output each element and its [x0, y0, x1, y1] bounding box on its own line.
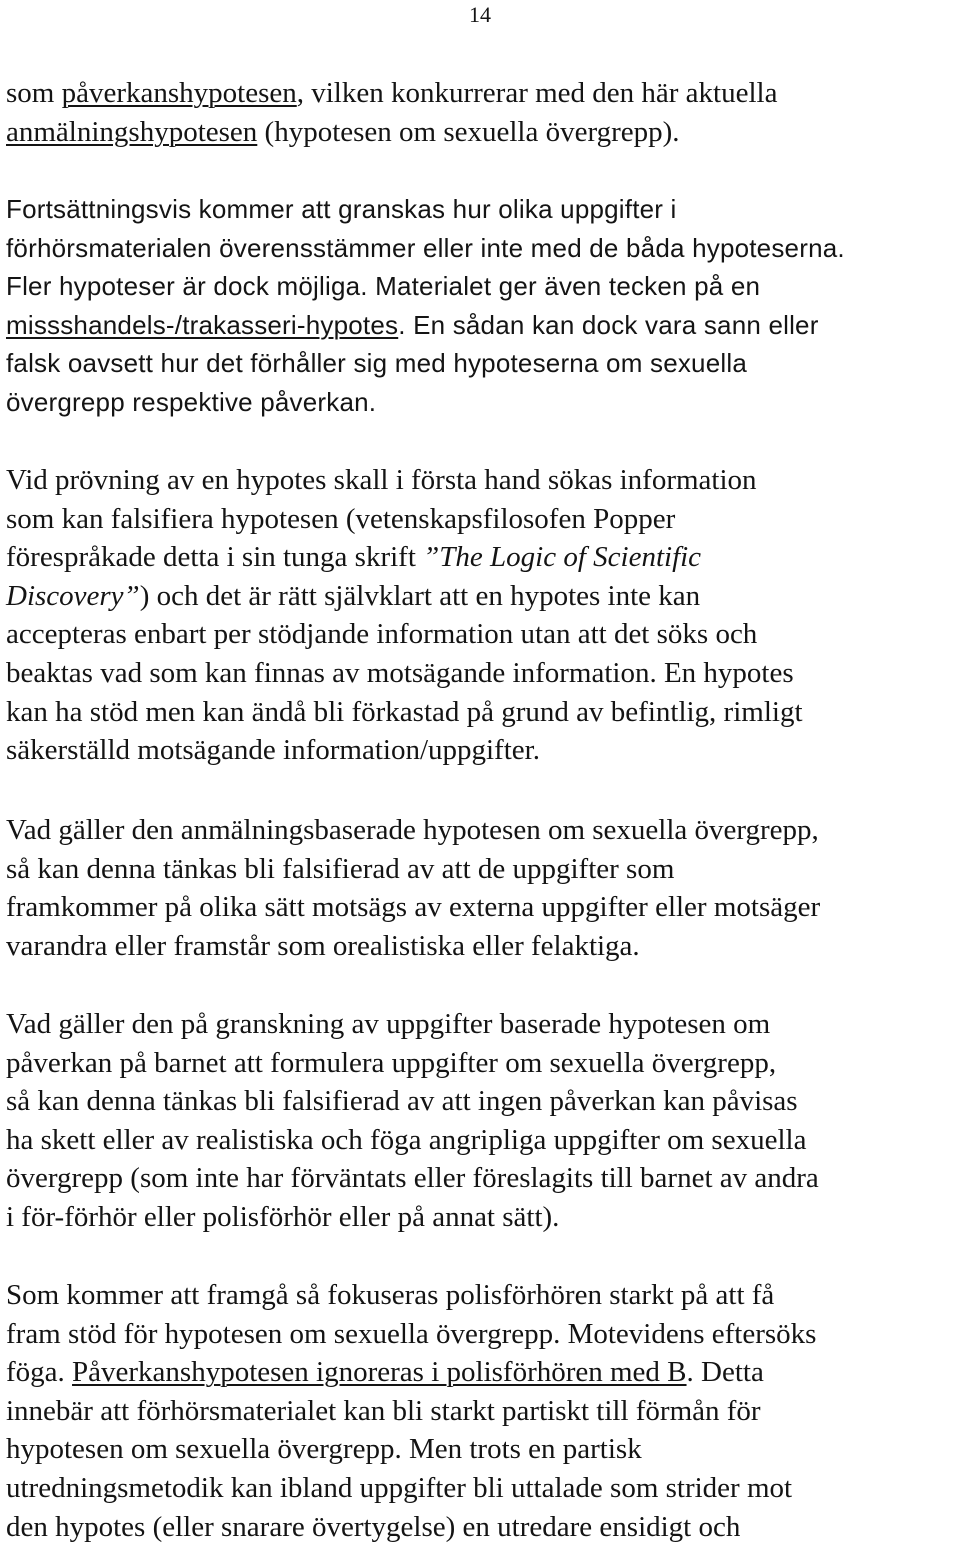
text-line [6, 113, 960, 152]
book-title-italic: Discovery” [6, 579, 140, 612]
text-line: varandra eller framstår som orealistiska eller felaktiga. [6, 929, 640, 962]
book-title-italic: ”The Logic of Scientific [423, 541, 702, 574]
underlined-term-paverkanshypotesen: påverkanshypotesen [61, 77, 297, 109]
text-line: Fler hypoteser är dock möjliga. Materialet ger även tecken på en [6, 271, 761, 302]
text-run: ) och det är rätt självklart att en hypotes inte kan [139, 579, 701, 612]
text-line: beaktas vad som kan finnas av motsägande information. En hypotes [6, 656, 794, 689]
text-line: förhörsmaterialen överensstämmer eller inte med de båda hypoteserna. [6, 232, 845, 263]
text-run: föga. [6, 1356, 73, 1389]
text-line: den hypotes (eller snarare övertygelse) en utredare ensidigt och [6, 1510, 741, 1543]
text-line: innebär att förhörsmaterialet kan bli starkt partiskt till förmån för [6, 1394, 761, 1427]
text-line: Vid prövning av en hypotes skall i första hand sökas information [6, 464, 757, 496]
text-line: övergrepp respektive påverkan. [6, 386, 377, 417]
text-line: påverkan på barnet att formulera uppgifter om sexuella övergrepp, [6, 1046, 777, 1079]
text-line: framkommer på olika sätt motsägs av externa uppgifter eller motsäger [6, 891, 821, 924]
text-line: fram stöd för hypotesen om sexuella övergrepp. Motevidens eftersöks [6, 1317, 817, 1350]
text-run: . En sådan kan dock vara sann eller [398, 309, 819, 340]
text-line: Fortsättningsvis kommer att granskas hur olika uppgifter i [6, 194, 677, 224]
text-line: falsk oavsett hur det förhåller sig med hypoteserna om sexuella [6, 348, 747, 379]
text-run: som [6, 77, 62, 109]
text-line [6, 538, 960, 577]
paragraph-4 [6, 811, 960, 965]
text-line: ha skett eller av realistiska och föga angripliga uppgifter om sexuella [6, 1123, 807, 1156]
underlined-term-misshandels-hypotes: missshandels-/trakasseri-hypotes [6, 309, 399, 340]
text-line: så kan denna tänkas bli falsifierad av att ingen påverkan kan påvisas [6, 1085, 798, 1118]
text-line: kan ha stöd men kan ändå bli förkastad på grund av befintlig, rimligt [6, 695, 803, 728]
paragraph-2 [6, 190, 960, 422]
text-line: Vad gäller den anmälningsbaserade hypotesen om sexuella övergrepp, [6, 814, 819, 846]
text-line: så kan denna tänkas bli falsifierad av att de uppgifter som [6, 852, 675, 885]
text-line: Vad gäller den på granskning av uppgifter baserade hypotesen om [6, 1008, 771, 1040]
page-number: 14 [469, 2, 491, 27]
text-run: förespråkade detta i sin tunga skrift [6, 541, 424, 574]
underlined-statement: Påverkanshypotesen ignoreras i polisförhören med B [72, 1356, 687, 1389]
text-line: övergrepp (som inte har förväntats eller föreslagits till barnet av andra [6, 1162, 819, 1195]
paragraph-1 [6, 74, 960, 151]
text-line: säkerställd motsägande information/uppgifter. [6, 734, 540, 767]
text-line: i för-förhör eller polisförhör eller på annat sätt). [6, 1200, 560, 1233]
text-run: (hypotesen om sexuella övergrepp). [257, 115, 680, 148]
paragraph-3 [6, 461, 960, 770]
text-line [6, 74, 960, 113]
text-line: som kan falsifiera hypotesen (vetenskapsfilosofen Popper [6, 502, 676, 535]
text-line: Som kommer att framgå så fokuseras polisförhören starkt på att få [6, 1279, 775, 1311]
paragraph-6 [6, 1276, 960, 1546]
text-line [6, 577, 960, 616]
paragraph-5 [6, 1005, 960, 1237]
text-line [6, 1353, 960, 1392]
text-run: , vilken konkurrerar med den här aktuella [296, 77, 778, 109]
text-line [6, 306, 960, 345]
text-line: hypotesen om sexuella övergrepp. Men trots en partisk [6, 1433, 642, 1466]
underlined-term-anmalningshypotesen: anmälningshypotesen [6, 115, 258, 148]
text-run: . Detta [686, 1356, 764, 1389]
text-line: utredningsmetodik kan ibland uppgifter bli uttalade som strider mot [6, 1471, 793, 1504]
text-line: accepteras enbart per stödjande information utan att det söks och [6, 618, 758, 651]
